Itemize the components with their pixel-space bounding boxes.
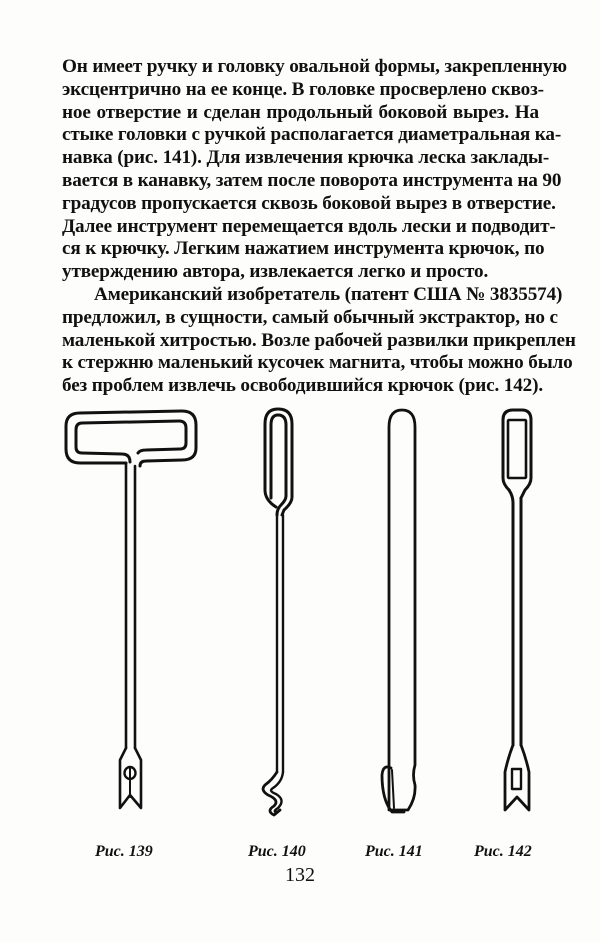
text-line: маленькой хитростью. Возле рабочей развилки прикреплен [62, 329, 576, 351]
figure-caption-140: Рис. 140 [248, 843, 306, 860]
text-line: ное отверстие и сделан продольный боковой вырез. На [62, 101, 539, 123]
text-line: утверждению автора, извлекается легко и просто. [62, 261, 489, 283]
text-line: Далее инструмент перемещается вдоль лески и подводит- [62, 215, 556, 237]
text-line: предложил, в сущности, самый обычный экстрактор, но с [62, 306, 558, 328]
text-line: Он имеет ручку и головку овальной формы, закрепленную [62, 56, 567, 77]
figure-illustrations [0, 380, 600, 840]
text-line: ся к крючку. Легким нажатием инструмента крючок, по [62, 238, 545, 260]
text-line: навка (рис. 141). Для извлечения крючка леска заклады- [62, 147, 550, 169]
fig-140-drawing [263, 409, 292, 815]
text-line: градусов пропускается сквозь боковой вырез в отверстие. [62, 192, 556, 214]
fig-141-drawing [382, 410, 415, 812]
text-line: эксцентрично на ее конце. В головке просверлено сквоз- [62, 78, 544, 100]
text-line: к стержню маленький кусочек магнита, чтобы можно было [62, 352, 573, 374]
text-line: без проблем извлечь освободившийся крючок (рис. 142). [62, 375, 544, 397]
text-line: стыке головки с ручкой располагается диаметральная ка- [62, 124, 562, 146]
text-line: Американский изобретатель (патент США № 3835574) [94, 283, 563, 305]
figure-caption-139: Рис. 139 [95, 843, 153, 860]
body-text [62, 56, 576, 398]
figure-caption-141: Рис. 141 [365, 843, 423, 860]
fig-142-drawing [503, 410, 531, 810]
page-number: 132 [285, 864, 315, 886]
fig-139-drawing [66, 411, 196, 808]
text-line: вается в канавку, затем после поворота инструмента на 90 [62, 169, 562, 191]
figure-caption-142: Рис. 142 [474, 843, 532, 860]
